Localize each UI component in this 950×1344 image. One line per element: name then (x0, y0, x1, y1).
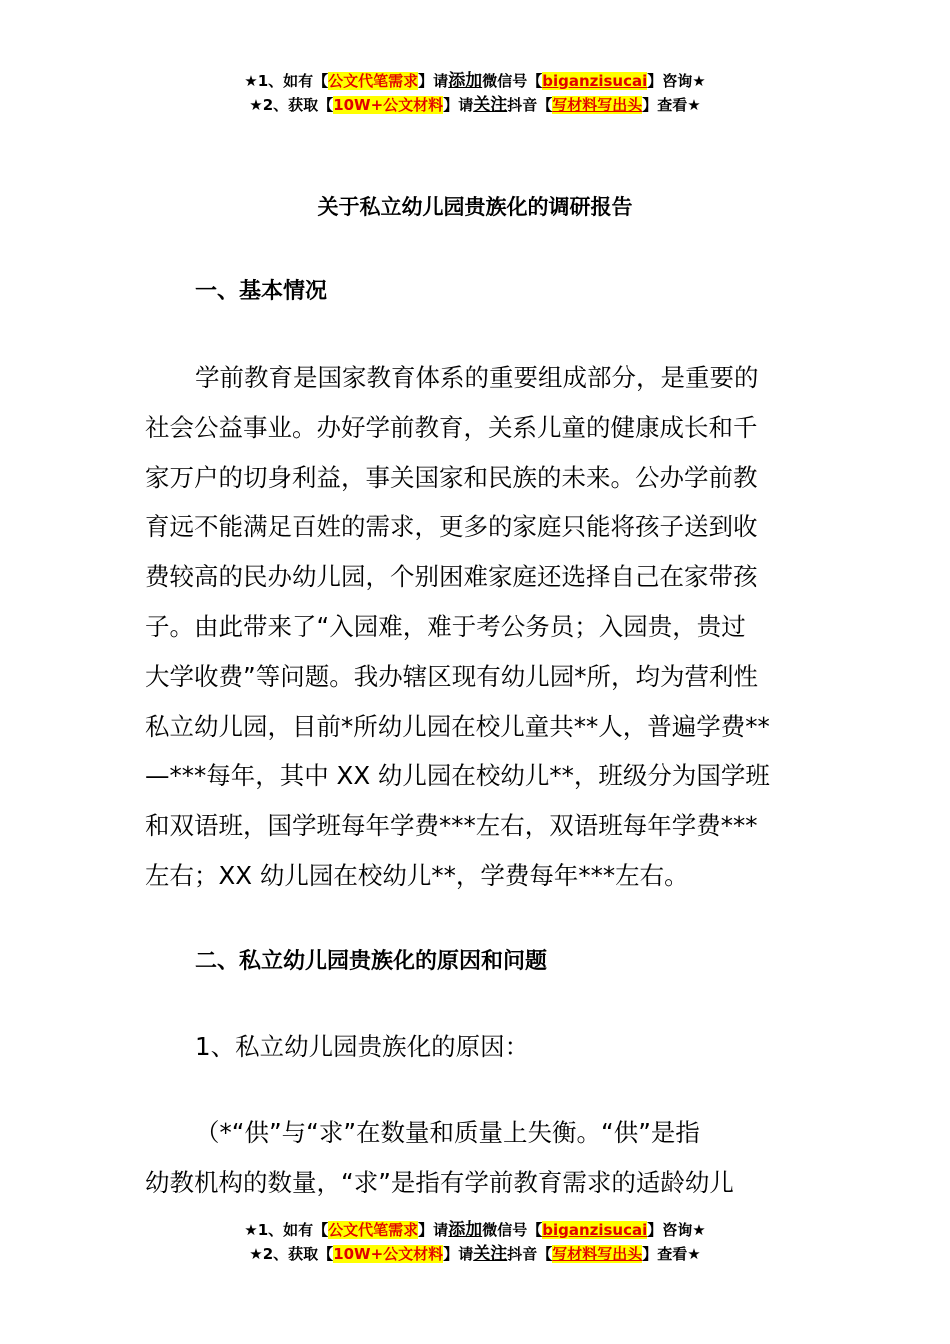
paragraph-line: 私立幼儿园，目前*所幼儿园在校儿童共**人，普遍学费** (145, 711, 770, 741)
ad-highlight: 10W+公文材料 (333, 96, 444, 114)
douyin-id: 写材料写出头 (552, 1245, 643, 1263)
ad-highlight: 10W+公文材料 (333, 1245, 444, 1263)
subheading-1: 1、私立幼儿园贵族化的原因： (195, 1032, 530, 1061)
ad-text: ★1、如有【 (244, 1221, 329, 1239)
douyin-id: 写材料写出头 (552, 96, 643, 114)
ad-text: 】咨询★ (647, 72, 706, 90)
ad-text: 】查看★ (642, 1245, 701, 1263)
paragraph-line: 家万户的切身利益，事关国家和民族的未来。公办学前教 (145, 462, 758, 492)
ad-banner-line-2 (0, 95, 950, 115)
paragraph-line: 育远不能满足百姓的需求，更多的家庭只能将孩子送到收 (145, 512, 758, 542)
ad-emphasis: 添加 (448, 1220, 483, 1240)
section-heading-2: 二、私立幼儿园贵族化的原因和问题 (195, 949, 548, 974)
ad-emphasis: 添加 (448, 71, 483, 91)
document-title: 关于私立幼儿园贵族化的调研报告 (317, 195, 633, 219)
wechat-id: biganzisucai (542, 1221, 648, 1239)
ad-text: ★2、获取【 (249, 1245, 334, 1263)
paragraph-line: 社会公益事业。办好学前教育，关系儿童的健康成长和千 (145, 412, 758, 442)
ad-banner-line-1 (0, 71, 950, 91)
ad-text: ★1、如有【 (244, 72, 329, 90)
ad-text: 】查看★ (642, 96, 701, 114)
ad-text: 微信号【 (482, 72, 543, 90)
ad-emphasis: 关注 (473, 1244, 508, 1264)
paragraph-line: 费较高的民办幼儿园，个别困难家庭还选择自己在家带孩 (145, 562, 758, 592)
ad-highlight: 公文代笔需求 (328, 1221, 419, 1239)
ad-text: 微信号【 (482, 1221, 543, 1239)
paragraph-line: 左右；XX 幼儿园在校幼儿**，学费每年***左右。 (145, 861, 689, 890)
wechat-id: biganzisucai (542, 72, 648, 90)
paragraph-line: 大学收费”等问题。我办辖区现有幼儿园*所，均为营利性 (145, 661, 758, 691)
ad-text: 】请 (418, 72, 449, 90)
ad-text: 抖音【 (507, 1245, 553, 1263)
ad-text: ★2、获取【 (249, 96, 334, 114)
paragraph-line: 学前教育是国家教育体系的重要组成部分，是重要的 (195, 363, 759, 392)
paragraph-line: —***每年，其中 XX 幼儿园在校幼儿**，班级分为国学班 (145, 761, 770, 791)
section-heading-1: 一、基本情况 (195, 279, 328, 304)
ad-text: 】咨询★ (647, 1221, 706, 1239)
paragraph-line: 和双语班，国学班每年学费***左右，双语班每年学费*** (145, 811, 758, 841)
ad-footer-line-2 (0, 1244, 950, 1264)
ad-text: 】请 (418, 1221, 449, 1239)
ad-text: 】请 (443, 96, 474, 114)
paragraph-line: （*“供”与“求”在数量和质量上失衡。“供”是指 (195, 1118, 700, 1147)
ad-text: 】请 (443, 1245, 474, 1263)
paragraph-line: 子。由此带来了“入园难，难于考公务员；入园贵，贵过 (145, 612, 746, 641)
ad-highlight: 公文代笔需求 (328, 72, 419, 90)
ad-text: 抖音【 (507, 96, 553, 114)
ad-emphasis: 关注 (473, 95, 508, 115)
paragraph-line: 幼教机构的数量，“求”是指有学前教育需求的适龄幼儿 (145, 1167, 734, 1197)
ad-footer-line-1 (0, 1220, 950, 1240)
